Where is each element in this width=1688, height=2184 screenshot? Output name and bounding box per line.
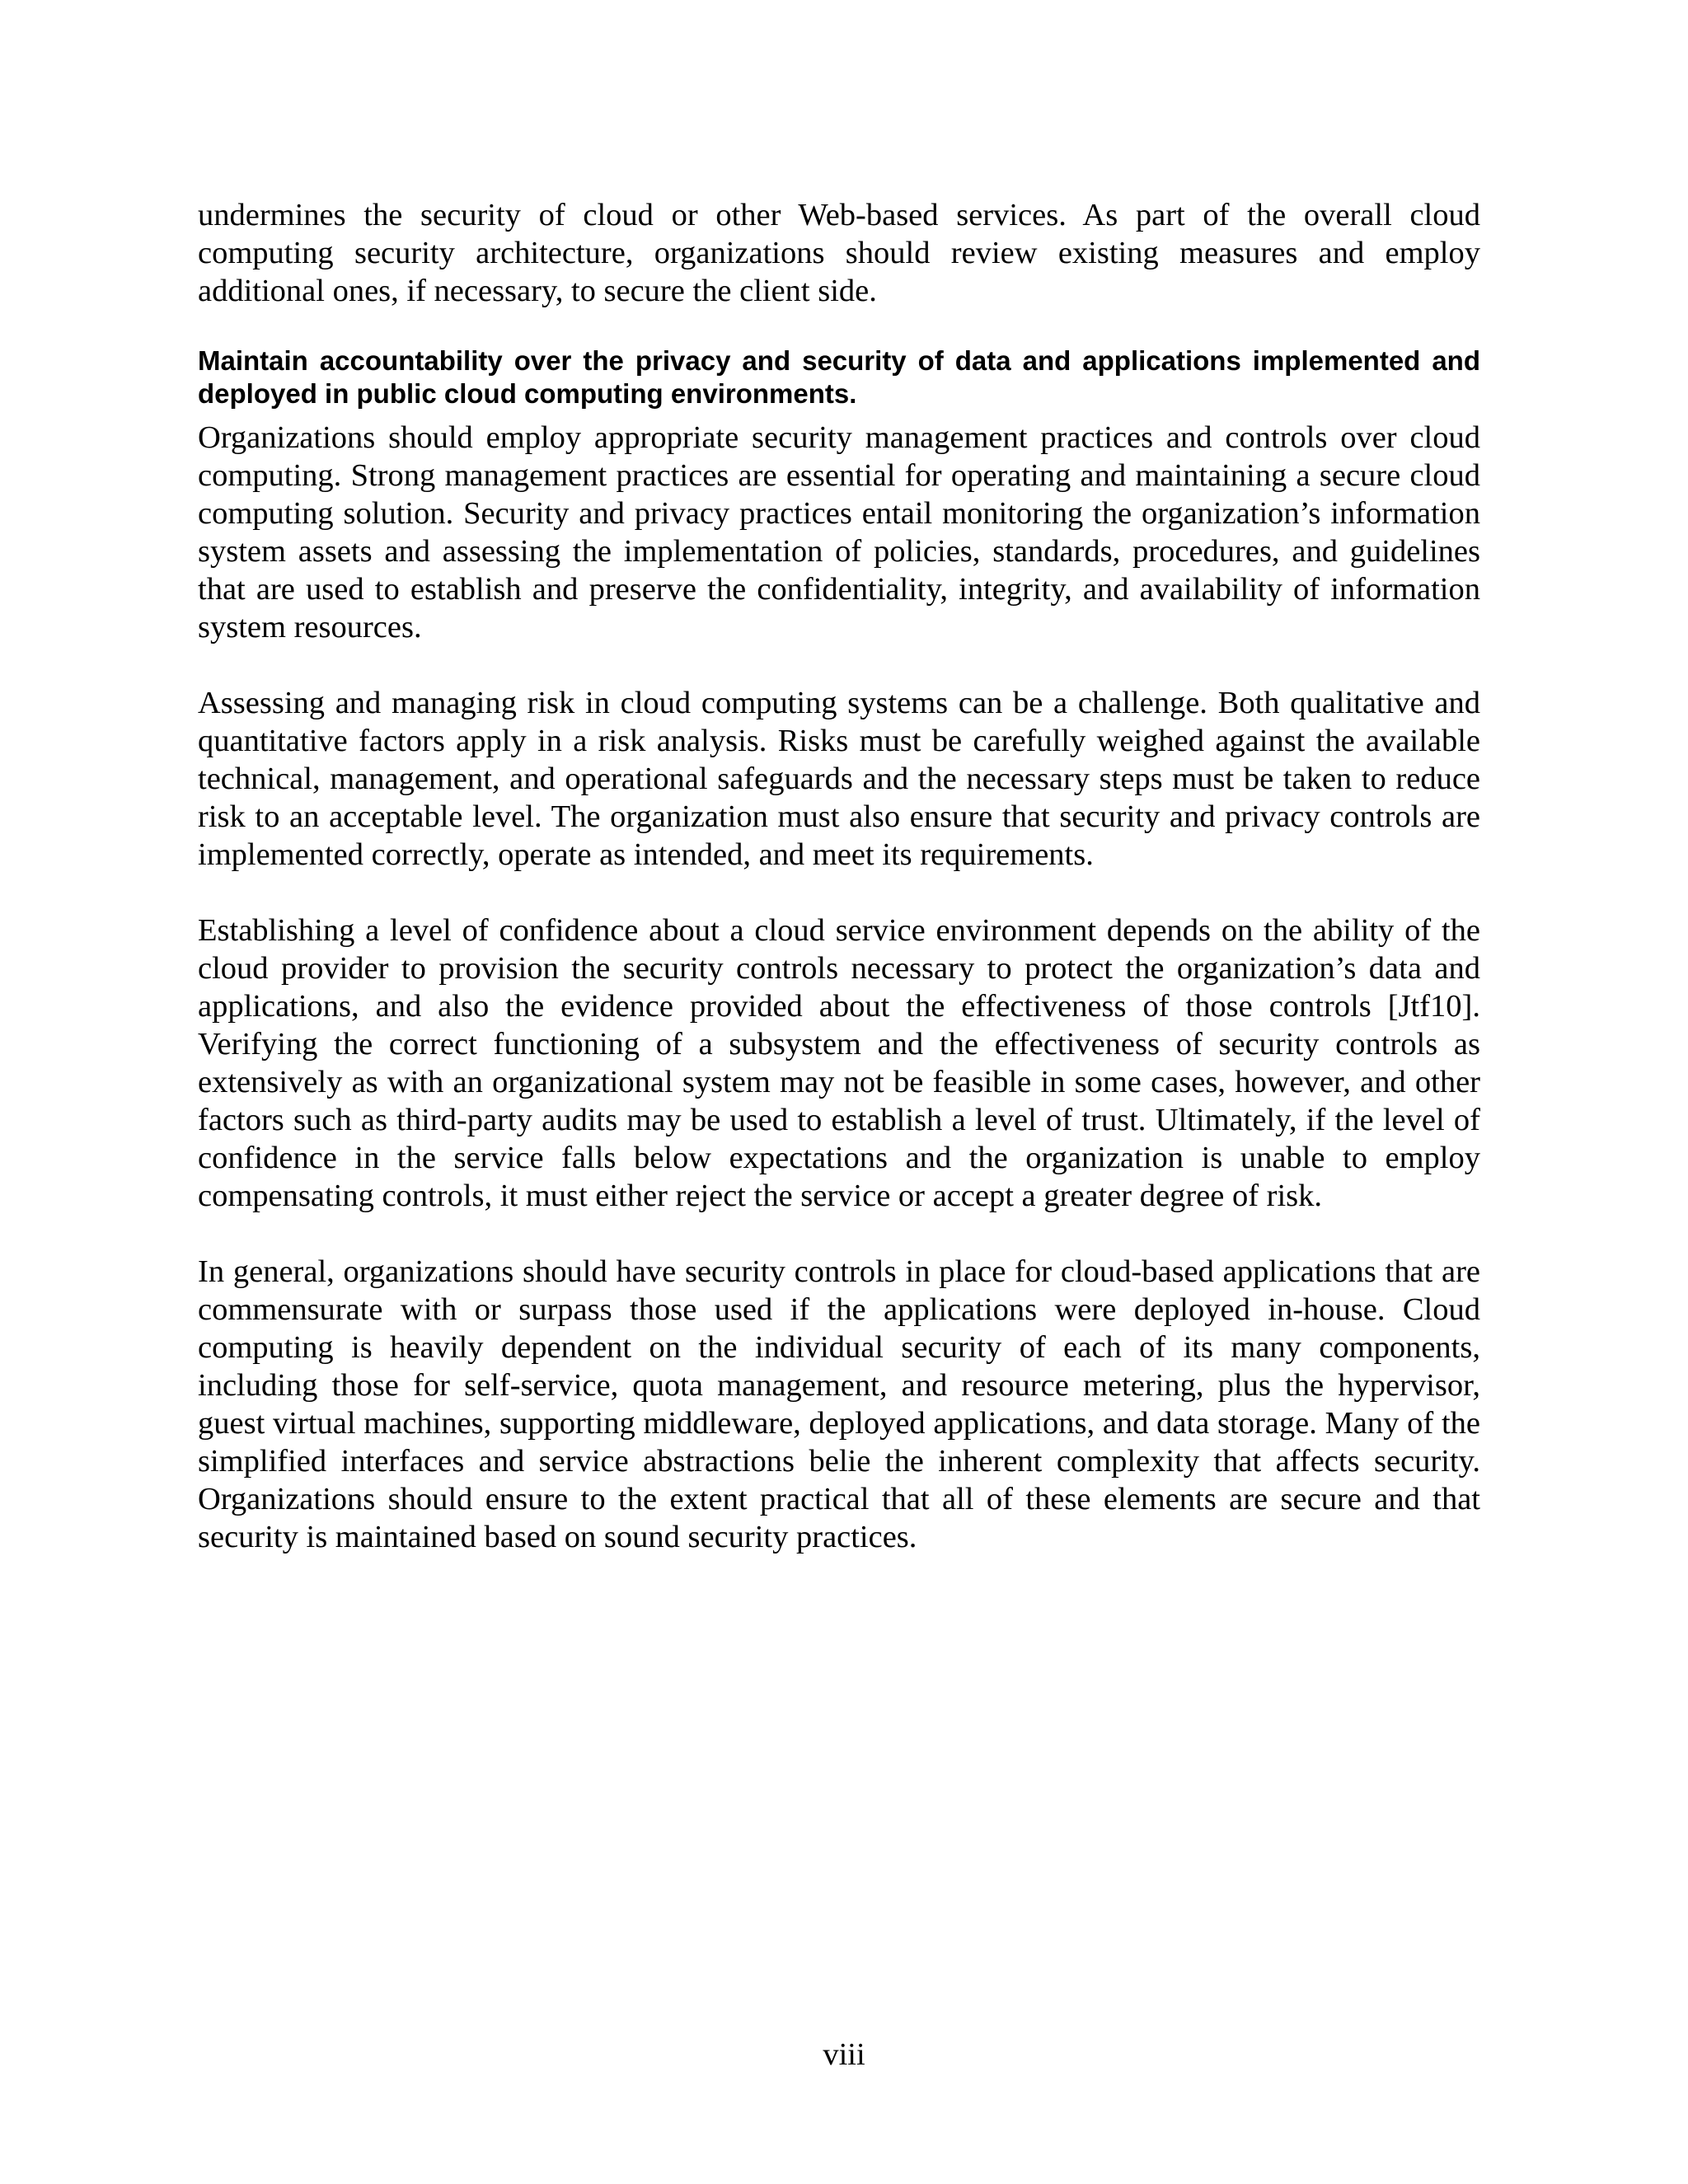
page-body [198, 196, 1480, 1556]
body-paragraph-confidence-level: Establishing a level of confidence about a cloud service environment depends on the ability of the cloud provider to provision the security controls necessary to protect the organization’s data and applications, and also the evidence provided about the effectiveness of those controls [Jtf10]. Verifying the correct functioning of a subsystem and the effectiveness of security controls as extensively as with an organizational system may not be feasible in some cases, however, and other factors such as third-party audits may be used to establish a level of trust. Ultimately, if the level of confidence in the service falls below expectations and the organization is unable to employ compensating controls, it must either reject the service or accept a greater degree of risk. [198, 913, 1480, 1213]
page-number: viii [823, 2037, 865, 2072]
body-paragraph-security-controls: In general, organizations should have security controls in place for cloud-based applications that are commensurate with or surpass those used if the applications were deployed in-house. Cloud computing is heavily dependent on the individual security of each of its many components, including those for self-service, quota management, and resource metering, plus the hypervisor, guest virtual machines, supporting middleware, deployed applications, and data storage. Many of the simplified interfaces and service abstractions belie the inherent complexity that affects security. Organizations should ensure to the extent practical that all of these elements are secure and that security is maintained based on sound security practices. [198, 1254, 1480, 1554]
section-heading: Maintain accountability over the privacy and security of data and applications implemented and deployed in public cloud computing environments. [198, 345, 1480, 409]
intro-paragraph: undermines the security of cloud or other Web-based services. As part of the overall cloud computing security architecture, organizations should review existing measures and employ additional ones, if necessary, to secure the client side. [198, 198, 1480, 308]
body-paragraph-management-practices: Organizations should employ appropriate security management practices and controls over cloud computing. Strong management practices are essential for operating and maintaining a secure cloud computing solution. Security and privacy practices entail monitoring the organization’s information system assets and assessing the implementation of policies, standards, procedures, and guidelines that are used to establish and preserve the confidentiality, integrity, and availability of information system resources. [198, 420, 1480, 644]
body-paragraph-risk-assessment: Assessing and managing risk in cloud computing systems can be a challenge. Both qualitative and quantitative factors apply in a risk analysis. Risks must be carefully weighed against the available technical, management, and operational safeguards and the necessary steps must be taken to reduce risk to an acceptable level. The organization must also ensure that security and privacy controls are implemented correctly, operate as intended, and meet its requirements. [198, 686, 1480, 872]
